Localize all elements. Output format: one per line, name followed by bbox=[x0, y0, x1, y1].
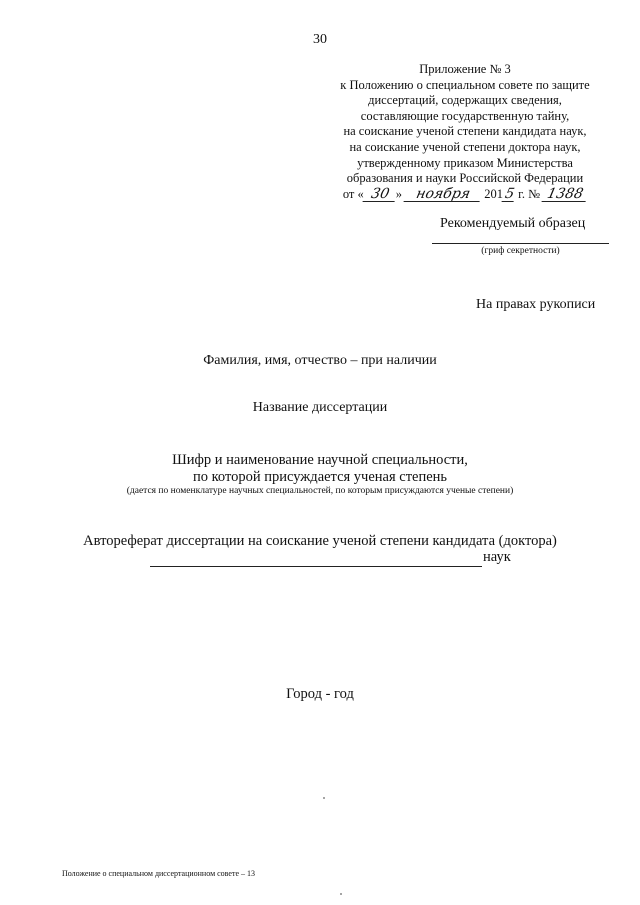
appendix-line: утвержденному приказом Министерства bbox=[357, 155, 573, 170]
handwritten-month: ноября bbox=[404, 188, 483, 202]
sciences-label: наук bbox=[483, 549, 511, 565]
specialty-line-1: Шифр и наименование научной специальности, bbox=[172, 452, 468, 468]
page-number: 30 bbox=[313, 32, 327, 47]
appendix-line: на соискание ученой степени кандидата наук, bbox=[343, 124, 587, 139]
scan-speck bbox=[340, 893, 342, 895]
stamp-underline bbox=[432, 243, 609, 244]
recommended-sample-label: Рекомендуемый образец bbox=[440, 216, 586, 231]
science-field-underline bbox=[150, 566, 482, 567]
appendix-line: образования и науки Российской Федерации bbox=[346, 171, 584, 186]
order-year-prefix: 201 bbox=[484, 186, 504, 201]
appendix-line: составляющие государственную тайну, bbox=[360, 108, 570, 123]
order-date-line bbox=[330, 187, 600, 203]
specialty-note: (дается по номенклатуре научных специальностей, по которым присуждаются ученые степени) bbox=[126, 486, 514, 496]
city-year-placeholder: Город - год bbox=[286, 686, 354, 702]
order-number-label: г. № bbox=[518, 186, 541, 201]
handwritten-year-digit: 5 bbox=[503, 185, 516, 202]
specialty-line-2: по которой присуждается ученая степень bbox=[192, 469, 448, 485]
manuscript-rights-label: На правах рукописи bbox=[476, 297, 596, 312]
appendix-line: Приложение № 3 bbox=[419, 62, 511, 76]
appendix-line: на соискание ученой степени доктора наук, bbox=[349, 139, 581, 154]
secrecy-stamp-label: (гриф секретности) bbox=[481, 246, 560, 256]
appendix-header bbox=[330, 62, 600, 202]
dissertation-title-placeholder: Название диссертации bbox=[252, 400, 388, 415]
handwritten-order-number: 1388 bbox=[542, 188, 589, 202]
appendix-line: диссертаций, содержащих сведения, bbox=[368, 93, 562, 108]
order-mid: » bbox=[395, 186, 403, 201]
author-name-placeholder: Фамилия, имя, отчество – при наличии bbox=[203, 353, 437, 368]
abstract-heading: Автореферат диссертации на соискание ученой степени кандидата (доктора) bbox=[83, 533, 557, 549]
appendix-line: к Положению о специальном совете по защите bbox=[340, 77, 590, 92]
handwritten-day: 30 bbox=[362, 188, 397, 202]
scan-speck bbox=[323, 797, 325, 799]
page-footer: Положение о специальном диссертационном совете – 13 bbox=[62, 869, 256, 878]
order-prefix: от « bbox=[342, 186, 364, 201]
